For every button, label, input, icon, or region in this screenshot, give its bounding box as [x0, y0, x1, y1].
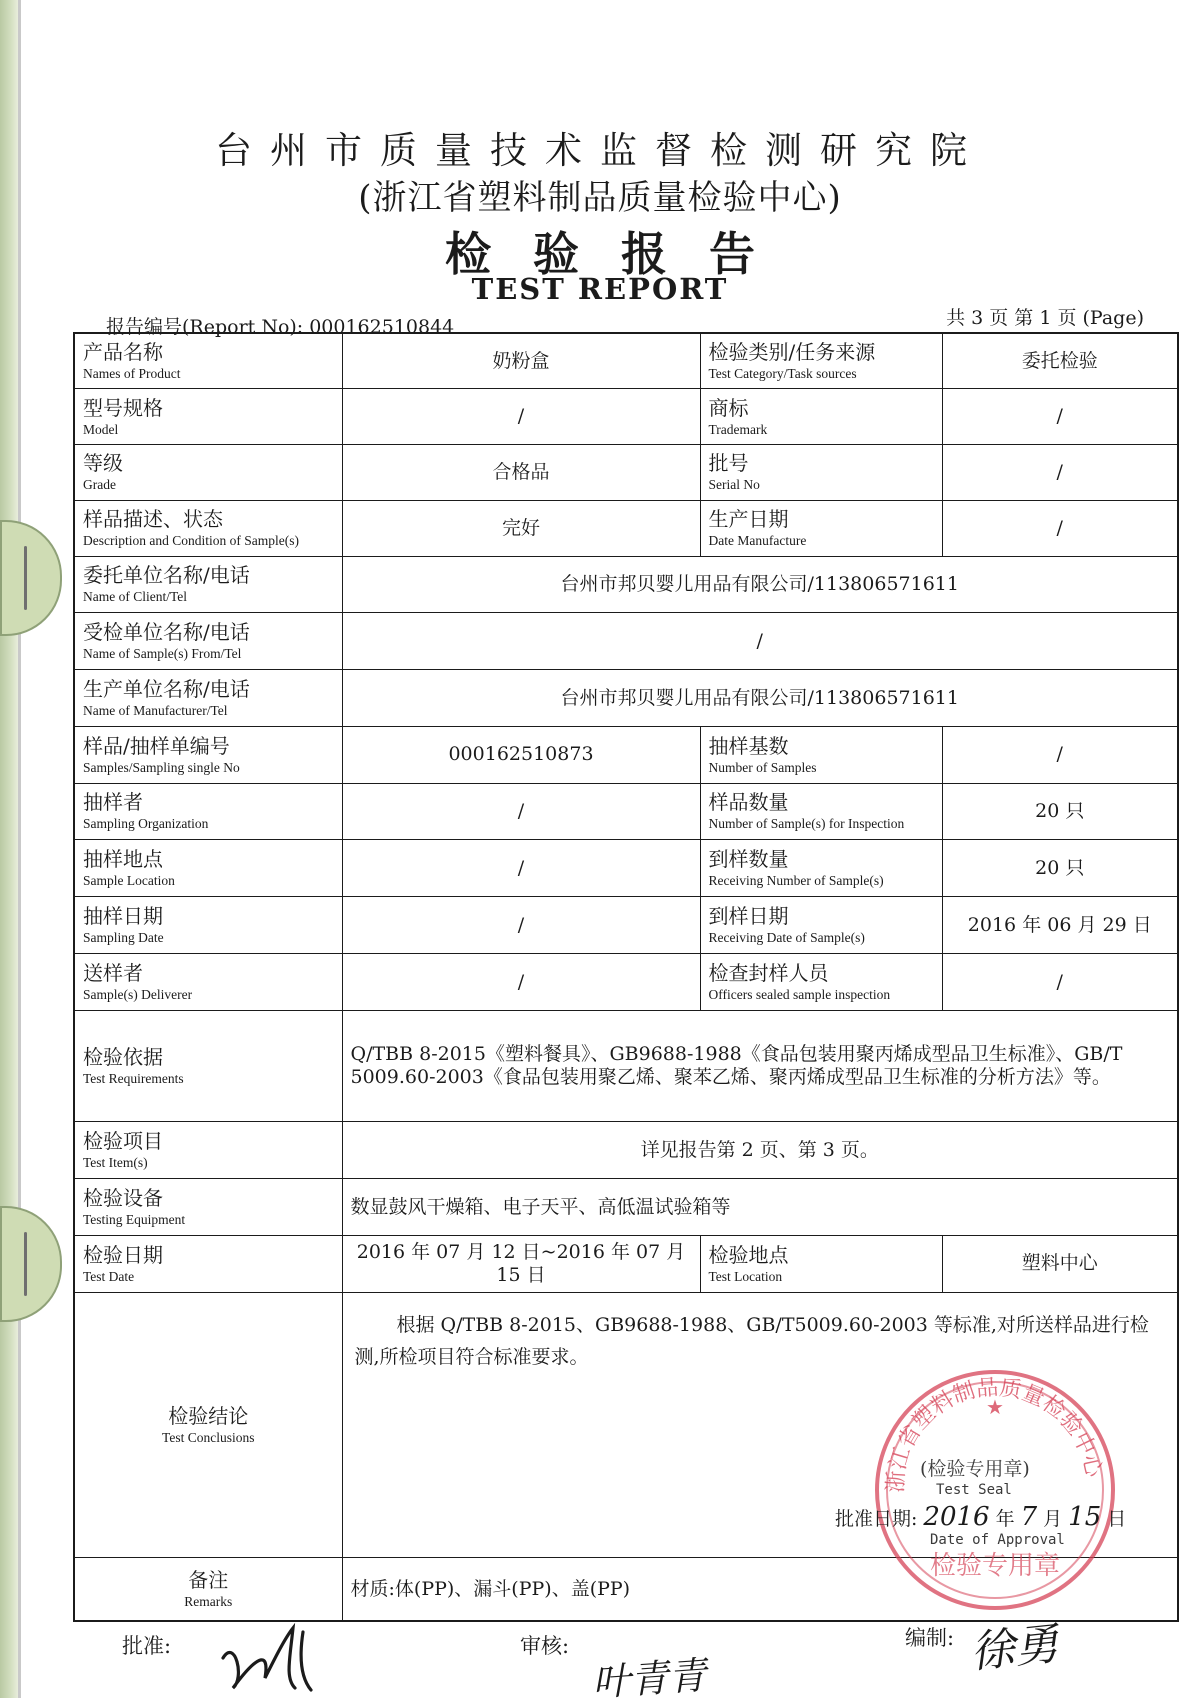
test-location-value: 塑料中心 — [942, 1235, 1178, 1292]
field-value: 委托检验 — [942, 333, 1178, 389]
field-label: 生产日期 Date Manufacture — [700, 500, 942, 556]
field-value: 000162510873 — [342, 726, 700, 783]
binder-slot — [24, 1232, 27, 1296]
approval-date-en: Date of Approval — [930, 1532, 1065, 1548]
form-row — [74, 556, 1178, 613]
form-row — [74, 333, 1178, 389]
form-row — [74, 445, 1178, 501]
field-value: / — [342, 389, 700, 445]
form-row — [74, 897, 1178, 954]
field-value: / — [342, 840, 700, 897]
field-label: 送样者 Sample(s) Deliverer — [74, 954, 342, 1011]
field-label: 受检单位名称/电话 Name of Sample(s) From/Tel — [74, 613, 342, 670]
approval-month: 7 — [1020, 1502, 1038, 1532]
binder-clip-top — [0, 520, 62, 636]
report-title-en: TEST REPORT — [471, 272, 729, 306]
items-value: 详见报告第 2 页、第 3 页。 — [342, 1122, 1178, 1179]
field-value: 20 只 — [942, 783, 1178, 840]
field-label: 生产单位名称/电话 Name of Manufacturer/Tel — [74, 670, 342, 727]
binder-clip-bottom — [0, 1206, 62, 1322]
field-label: 抽样基数 Number of Samples — [700, 726, 942, 783]
seal-title: (检验专用章) — [920, 1458, 1030, 1480]
field-label: 检验类别/任务来源 Test Category/Task sources — [700, 333, 942, 389]
field-label: 检验项目 Test Item(s) — [74, 1122, 342, 1179]
equipment-value: 数显鼓风干燥箱、电子天平、高低温试验箱等 — [342, 1179, 1178, 1236]
report-number-label: 报告编号(Report No): — [106, 316, 304, 338]
seal-ring-textpath: 浙江省塑料制品质量检验中心 — [883, 1375, 1106, 1494]
field-label: 型号规格 Model — [74, 389, 342, 445]
seal-en: Test Seal — [936, 1482, 1012, 1498]
approve-label: 批准: — [122, 1634, 172, 1658]
field-value: / — [942, 445, 1178, 501]
seal-star: ★ — [986, 1395, 1004, 1419]
binder-slot — [24, 546, 27, 610]
review-label: 审核: — [520, 1634, 570, 1658]
approver-signature — [215, 1618, 330, 1696]
form-row — [74, 389, 1178, 445]
field-value: 合格品 — [342, 445, 700, 501]
field-label: 抽样者 Sampling Organization — [74, 783, 342, 840]
sample-from-value: / — [342, 613, 1178, 670]
client-value: 台州市邦贝婴儿用品有限公司/113806571611 — [342, 556, 1178, 613]
field-label: 检验日期 Test Date — [74, 1235, 342, 1292]
center-name: (浙江省塑料制品质量检验中心) — [358, 178, 842, 218]
report-title-zh: 检验报告 — [445, 227, 797, 281]
form-row — [74, 670, 1178, 727]
institute-name: 台州市质量技术监督检测研究院 — [215, 129, 985, 172]
field-label: 检验地点 Test Location — [700, 1235, 942, 1292]
form-row — [74, 783, 1178, 840]
form-row — [74, 840, 1178, 897]
field-value: 2016 年 06 月 29 日 — [942, 897, 1178, 954]
approval-date — [835, 1502, 1126, 1532]
page-info: 共 3 页 第 1 页 (Page) — [946, 307, 1144, 329]
field-label: 抽样地点 Sample Location — [74, 840, 342, 897]
field-label: 备注 Remarks — [74, 1558, 342, 1621]
field-label: 样品/抽样单编号 Samples/Sampling single No — [74, 726, 342, 783]
approval-month-unit: 月 — [1043, 1508, 1063, 1530]
conclusion-text: 根据 Q/TBB 8-2015、GB9688-1988、GB/T5009.60-2003 等标准,对所送样品进行检测,所检项目符合标准要求。 — [354, 1313, 1149, 1368]
field-label: 商标 Trademark — [700, 389, 942, 445]
report-number-value: 000162510844 — [309, 316, 455, 338]
approval-day: 15 — [1068, 1502, 1102, 1532]
form-row — [74, 1122, 1178, 1179]
manufacturer-value: 台州市邦贝婴儿用品有限公司/113806571611 — [342, 670, 1178, 727]
field-label: 抽样日期 Sampling Date — [74, 897, 342, 954]
field-value: 完好 — [342, 500, 700, 556]
field-label: 到样日期 Receiving Date of Sample(s) — [700, 897, 942, 954]
field-value: / — [342, 783, 700, 840]
field-label: 检验依据 Test Requirements — [74, 1010, 342, 1122]
field-label: 样品描述、状态 Description and Condition of Sample(s) — [74, 500, 342, 556]
form-row — [74, 726, 1178, 783]
field-label: 样品数量 Number of Sample(s) for Inspection — [700, 783, 942, 840]
compiler-signature: 徐勇 — [968, 1618, 1061, 1679]
seal-bottom-text: 检验专用章 — [929, 1551, 1061, 1581]
remarks-value: 材质:体(PP)、漏斗(PP)、盖(PP) — [342, 1558, 1178, 1621]
field-label: 等级 Grade — [74, 445, 342, 501]
form-row — [74, 1179, 1178, 1236]
approval-year-unit: 年 — [995, 1508, 1015, 1530]
field-value: / — [942, 500, 1178, 556]
field-label: 批号 Serial No — [700, 445, 942, 501]
test-date-value: 2016 年 07 月 12 日~2016 年 07 月 15 日 — [342, 1235, 700, 1292]
field-value: / — [342, 954, 700, 1011]
field-value: / — [942, 389, 1178, 445]
form-row — [74, 1010, 1178, 1122]
field-value: / — [942, 726, 1178, 783]
form-row — [74, 954, 1178, 1011]
requirements-value: Q/TBB 8-2015《塑料餐具》、GB9688-1988《食品包装用聚丙烯成型品卫生标准》、GB/T 5009.60-2003《食品包装用聚乙烯、聚苯乙烯、聚丙烯成型品卫生标准的分析方法》等。 — [342, 1010, 1178, 1122]
field-value: 20 只 — [942, 840, 1178, 897]
field-label: 检验结论 Test Conclusions — [74, 1292, 342, 1558]
approval-date-label: 批准日期: — [835, 1508, 918, 1530]
field-label: 到样数量 Receiving Number of Sample(s) — [700, 840, 942, 897]
field-value: 奶粉盒 — [342, 333, 700, 389]
form-row — [74, 1235, 1178, 1292]
field-label: 委托单位名称/电话 Name of Client/Tel — [74, 556, 342, 613]
compile-label: 编制: — [905, 1626, 955, 1650]
field-value: / — [942, 954, 1178, 1011]
approval-day-unit: 日 — [1107, 1508, 1127, 1530]
field-label: 产品名称 Names of Product — [74, 333, 342, 389]
reviewer-signature: 叶青青 — [590, 1653, 708, 1705]
field-label: 检查封样人员 Officers sealed sample inspection — [700, 954, 942, 1011]
approval-year: 2016 — [923, 1502, 990, 1532]
field-label: 检验设备 Testing Equipment — [74, 1179, 342, 1236]
field-value: / — [342, 897, 700, 954]
form-row — [74, 613, 1178, 670]
form-row — [74, 500, 1178, 556]
